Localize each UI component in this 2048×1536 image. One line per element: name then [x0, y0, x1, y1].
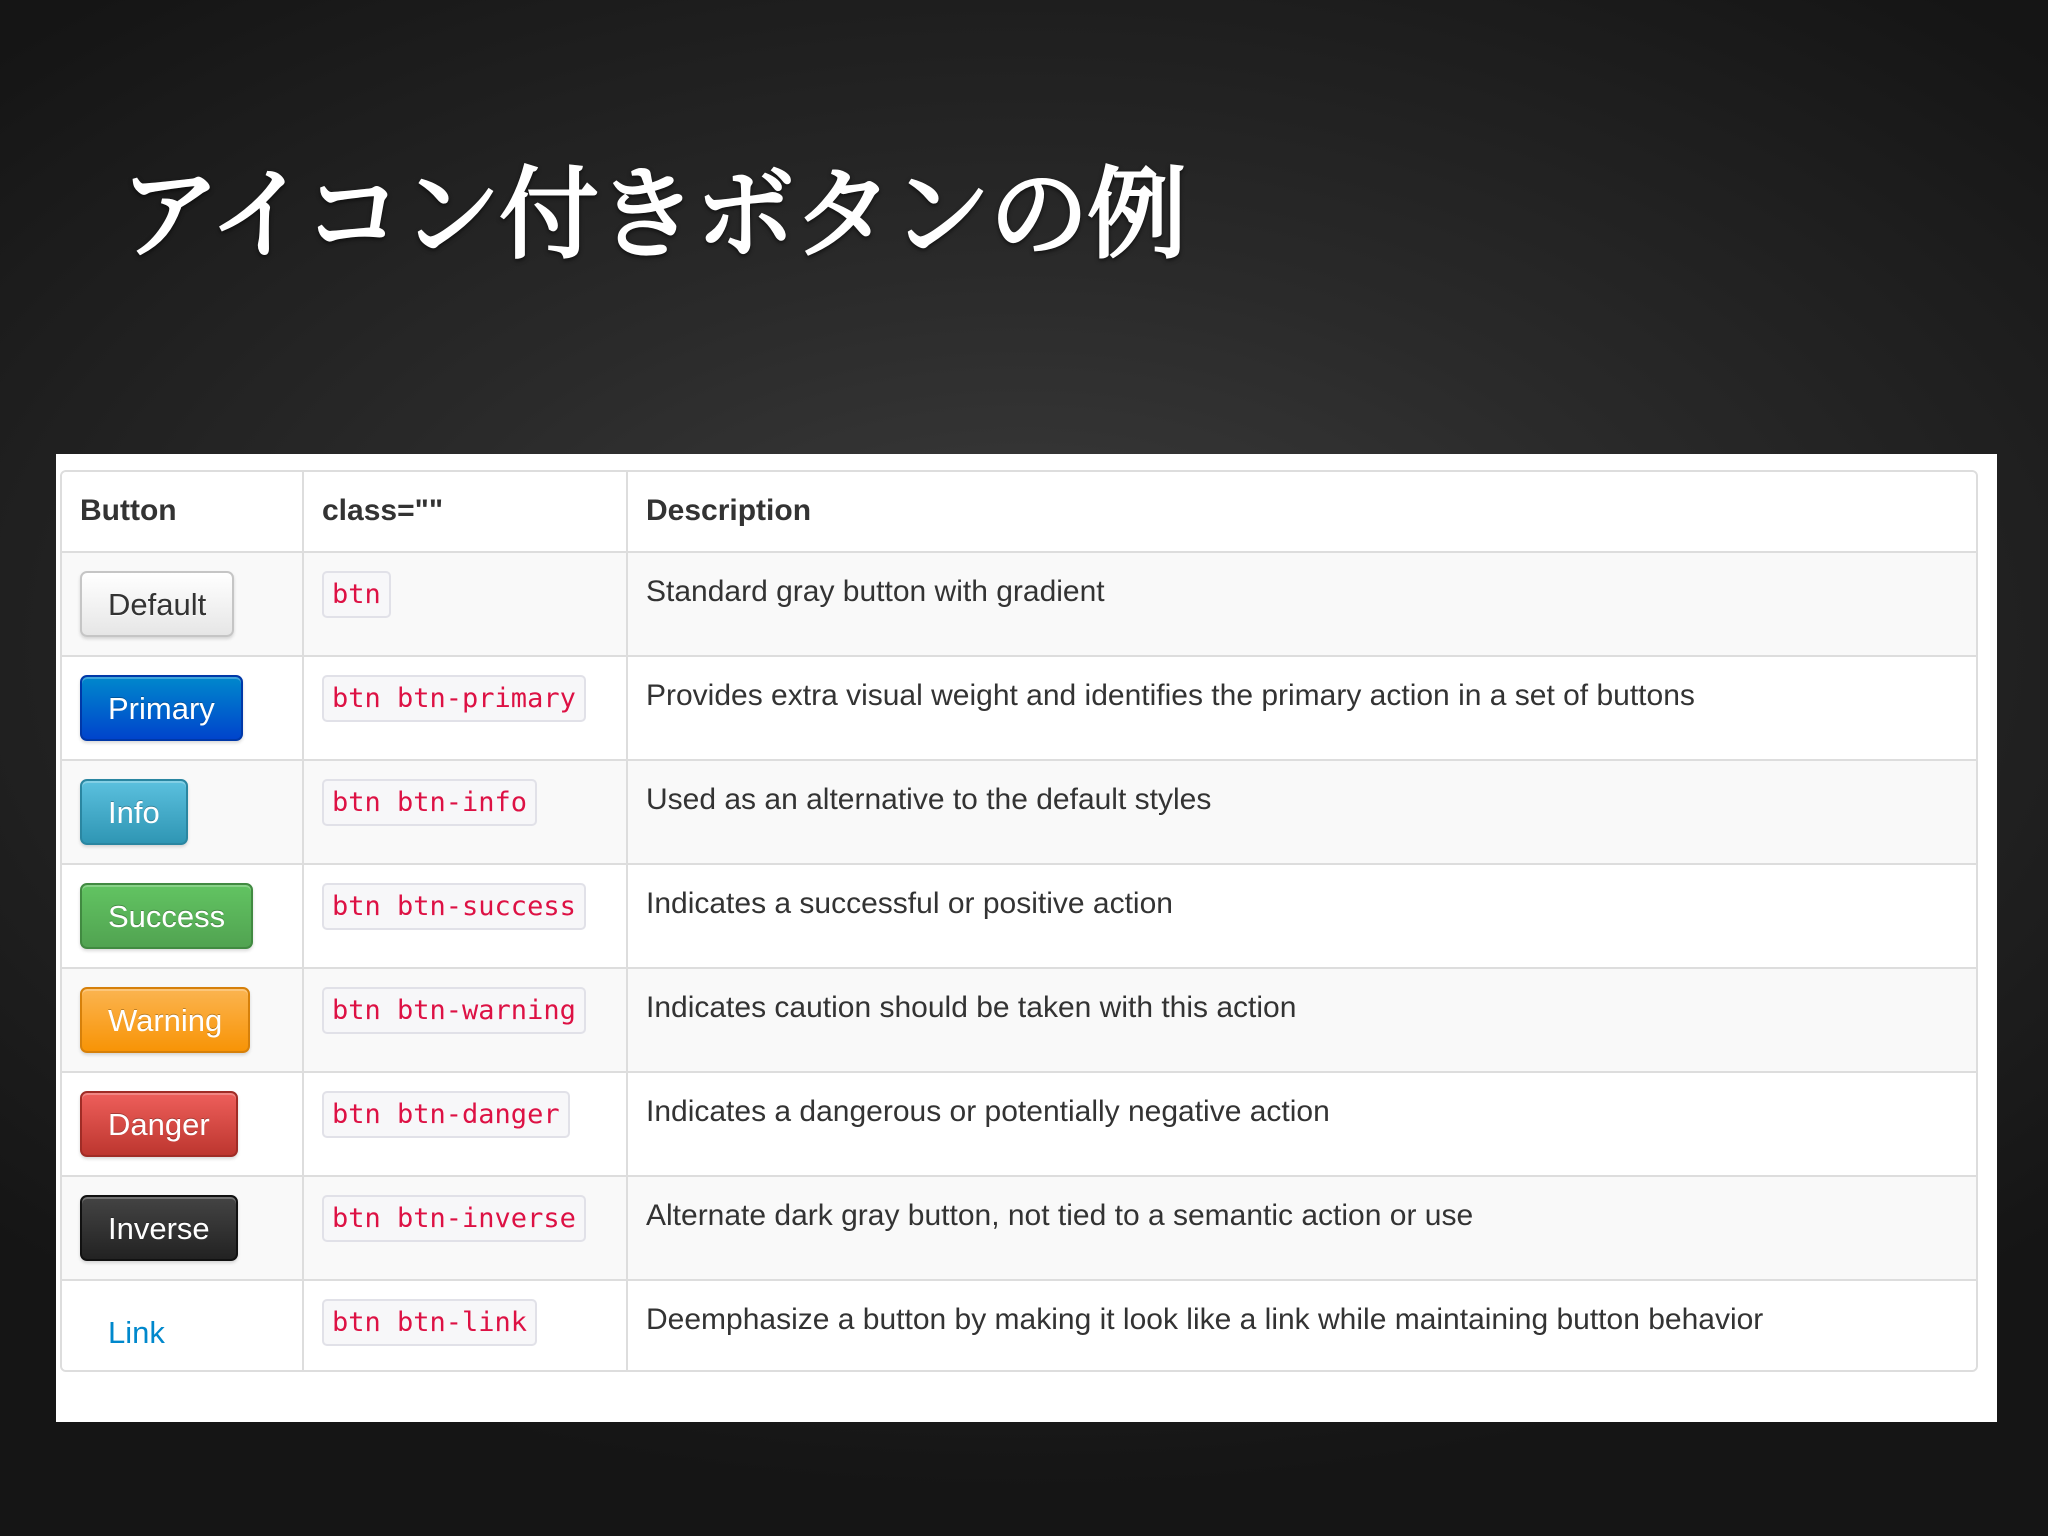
class-code: btn btn-danger — [322, 1091, 570, 1138]
table-row — [62, 864, 1976, 968]
inverse-button[interactable]: Inverse — [80, 1195, 238, 1261]
button-cell — [62, 760, 303, 864]
class-cell — [303, 656, 627, 760]
class-cell — [303, 552, 627, 656]
button-cell — [62, 864, 303, 968]
button-reference-table — [62, 472, 1976, 1372]
primary-button[interactable]: Primary — [80, 675, 243, 741]
description-cell: Deemphasize a button by making it look like a link while maintaining button behavior — [627, 1280, 1976, 1372]
button-cell — [62, 1280, 303, 1372]
table-row — [62, 760, 1976, 864]
button-cell — [62, 552, 303, 656]
description-cell: Used as an alternative to the default styles — [627, 760, 1976, 864]
description-cell: Indicates caution should be taken with this action — [627, 968, 1976, 1072]
header-description: Description — [627, 472, 1976, 552]
class-cell — [303, 1072, 627, 1176]
info-button[interactable]: Info — [80, 779, 188, 845]
table-row — [62, 968, 1976, 1072]
button-cell — [62, 1072, 303, 1176]
header-class: class="" — [303, 472, 627, 552]
description-cell: Standard gray button with gradient — [627, 552, 1976, 656]
class-code: btn btn-primary — [322, 675, 586, 722]
screenshot-panel — [56, 454, 1997, 1422]
table-header-row — [62, 472, 1976, 552]
class-cell — [303, 968, 627, 1072]
description-cell: Indicates a dangerous or potentially negative action — [627, 1072, 1976, 1176]
table-row — [62, 1072, 1976, 1176]
success-button[interactable]: Success — [80, 883, 253, 949]
class-code: btn — [322, 571, 391, 618]
class-code: btn btn-success — [322, 883, 586, 930]
description-cell: Alternate dark gray button, not tied to a semantic action or use — [627, 1176, 1976, 1280]
table-row — [62, 1280, 1976, 1372]
table-row — [62, 656, 1976, 760]
link-button[interactable]: Link — [108, 1315, 165, 1350]
description-cell: Provides extra visual weight and identifies the primary action in a set of buttons — [627, 656, 1976, 760]
class-cell — [303, 760, 627, 864]
button-cell — [62, 1176, 303, 1280]
description-cell: Indicates a successful or positive action — [627, 864, 1976, 968]
class-code: btn btn-info — [322, 779, 537, 826]
class-cell — [303, 864, 627, 968]
default-button[interactable]: Default — [80, 571, 234, 637]
class-cell — [303, 1176, 627, 1280]
danger-button[interactable]: Danger — [80, 1091, 238, 1157]
class-code: btn btn-link — [322, 1299, 537, 1346]
class-code: btn btn-inverse — [322, 1195, 586, 1242]
warning-button[interactable]: Warning — [80, 987, 250, 1053]
button-cell — [62, 968, 303, 1072]
table-row — [62, 552, 1976, 656]
slide-title: アイコン付きボタンの例 — [120, 156, 1185, 273]
table-row — [62, 1176, 1976, 1280]
button-cell — [62, 656, 303, 760]
button-reference-table-container — [60, 470, 1978, 1372]
class-cell — [303, 1280, 627, 1372]
class-code: btn btn-warning — [322, 987, 586, 1034]
header-button: Button — [62, 472, 303, 552]
